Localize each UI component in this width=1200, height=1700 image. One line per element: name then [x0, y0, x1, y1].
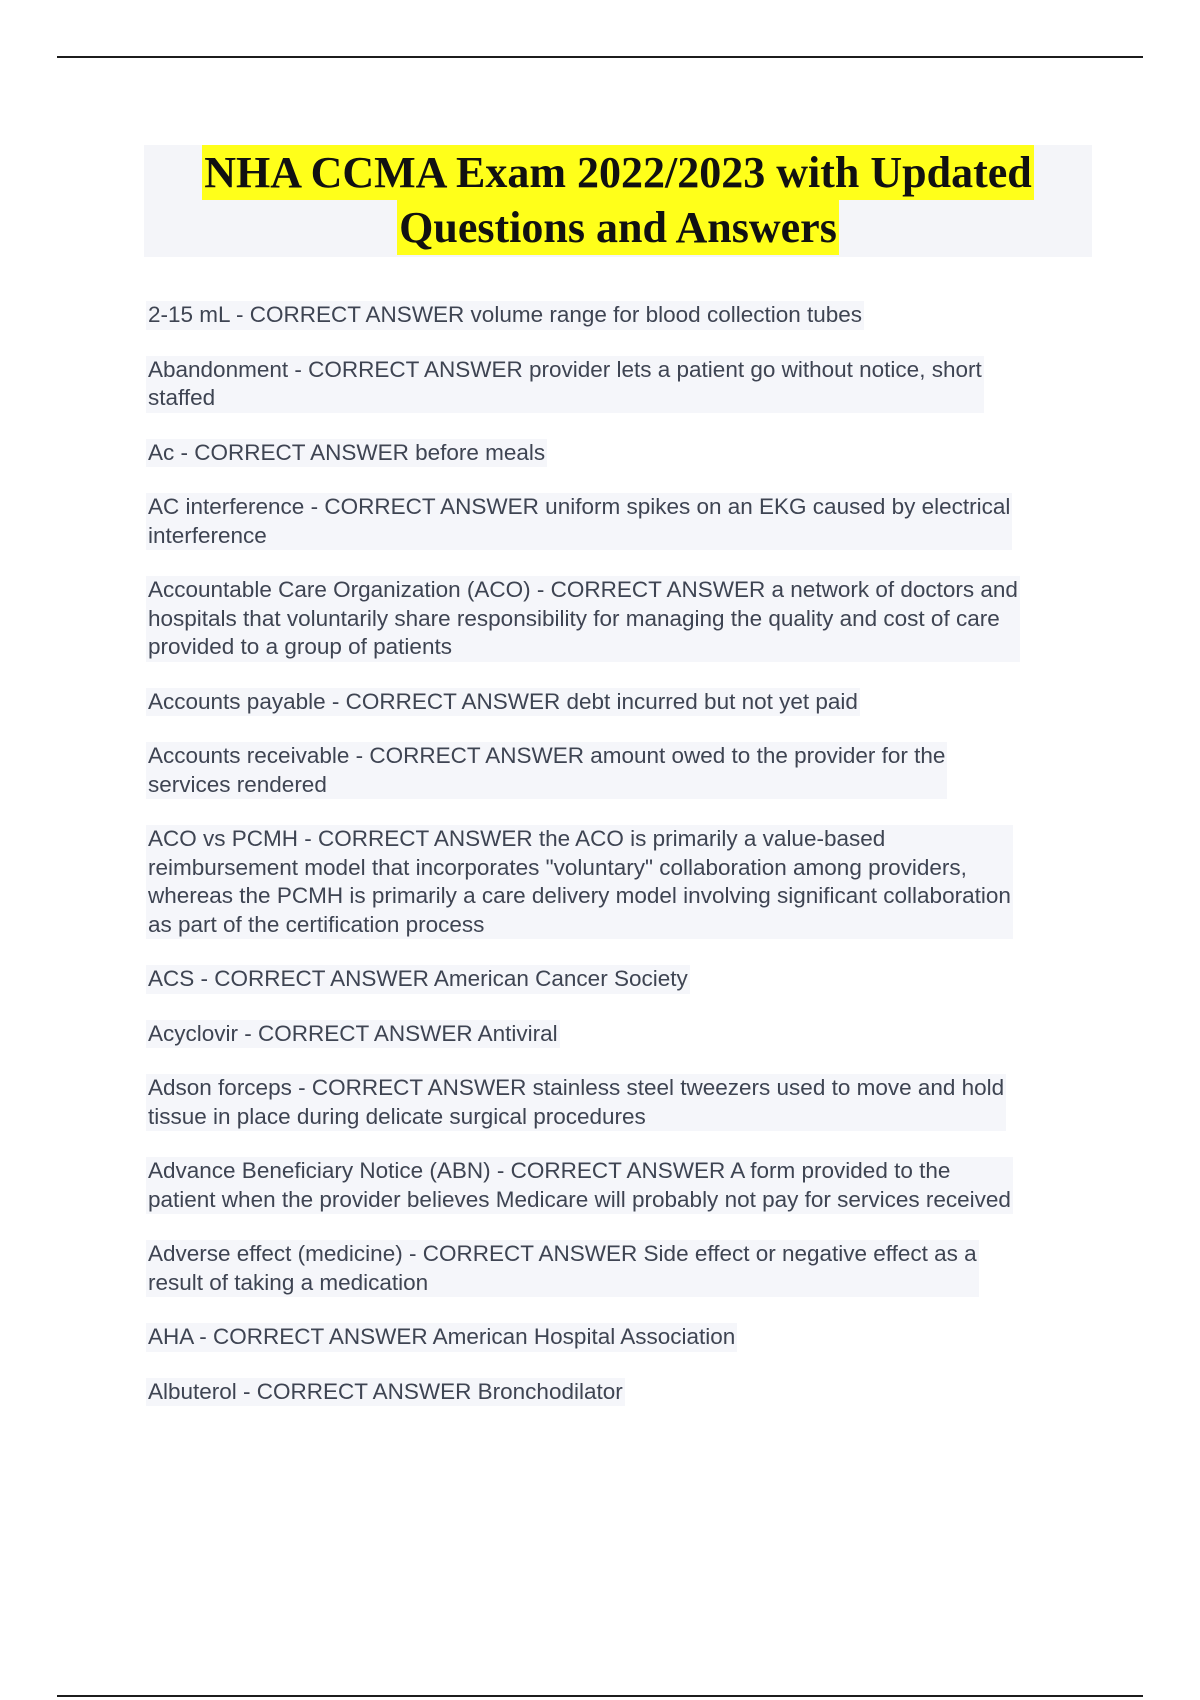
qa-entry — [146, 439, 547, 468]
entry-line: Adverse effect (medicine) - CORRECT ANSWER Side effect or negative effect as a — [146, 1240, 979, 1269]
qa-entry — [146, 493, 1012, 550]
entry-line: Acyclovir - CORRECT ANSWER Antiviral — [146, 1020, 560, 1049]
entry-line: hospitals that voluntarily share responsibility for managing the quality and cost of care — [146, 605, 1020, 634]
qa-entry — [146, 301, 864, 330]
entry-line: Abandonment - CORRECT ANSWER provider lets a patient go without notice, short — [146, 356, 984, 385]
entry-line: tissue in place during delicate surgical procedures — [146, 1103, 1006, 1132]
entry-line: AHA - CORRECT ANSWER American Hospital Association — [146, 1323, 737, 1352]
qa-entry — [146, 825, 1013, 939]
title-line: NHA CCMA Exam 2022/2023 with Updated — [202, 145, 1034, 200]
entry-line: as part of the certification process — [146, 911, 1013, 940]
entry-line: whereas the PCMH is primarily a care delivery model involving significant collaboration — [146, 882, 1013, 911]
qa-entry — [146, 1240, 979, 1297]
entry-line: Adson forceps - CORRECT ANSWER stainless steel tweezers used to move and hold — [146, 1074, 1006, 1103]
entry-line: Ac - CORRECT ANSWER before meals — [146, 439, 547, 468]
qa-entry — [146, 965, 690, 994]
entry-line: provided to a group of patients — [146, 633, 1020, 662]
entry-line: ACO vs PCMH - CORRECT ANSWER the ACO is primarily a value-based — [146, 825, 1013, 854]
entry-line: services rendered — [146, 771, 947, 800]
bottom-divider — [57, 1695, 1143, 1697]
entry-line: Accountable Care Organization (ACO) - CORRECT ANSWER a network of doctors and — [146, 576, 1020, 605]
qa-entry — [146, 1378, 625, 1407]
qa-list — [146, 301, 1096, 1432]
entry-line: Advance Beneficiary Notice (ABN) - CORRECT ANSWER A form provided to the — [146, 1157, 1013, 1186]
qa-entry — [146, 1157, 1013, 1214]
entry-line: 2-15 mL - CORRECT ANSWER volume range for blood collection tubes — [146, 301, 864, 330]
entry-line: AC interference - CORRECT ANSWER uniform spikes on an EKG caused by electrical — [146, 493, 1012, 522]
entry-line: interference — [146, 522, 1012, 551]
qa-entry — [146, 1323, 737, 1352]
entry-line: ACS - CORRECT ANSWER American Cancer Society — [146, 965, 690, 994]
entry-line: result of taking a medication — [146, 1269, 979, 1298]
qa-entry — [146, 356, 984, 413]
qa-entry — [146, 688, 860, 717]
document-title — [144, 145, 1092, 257]
entry-line: staffed — [146, 384, 984, 413]
qa-entry — [146, 576, 1020, 662]
entry-line: Albuterol - CORRECT ANSWER Bronchodilator — [146, 1378, 625, 1407]
top-divider — [57, 56, 1143, 58]
entry-line: Accounts receivable - CORRECT ANSWER amount owed to the provider for the — [146, 742, 947, 771]
qa-entry — [146, 1020, 560, 1049]
qa-entry — [146, 742, 947, 799]
entry-line: patient when the provider believes Medicare will probably not pay for services received — [146, 1186, 1013, 1215]
entry-line: Accounts payable - CORRECT ANSWER debt incurred but not yet paid — [146, 688, 860, 717]
qa-entry — [146, 1074, 1006, 1131]
entry-line: reimbursement model that incorporates "voluntary" collaboration among providers, — [146, 854, 1013, 883]
title-line: Questions and Answers — [397, 200, 839, 255]
